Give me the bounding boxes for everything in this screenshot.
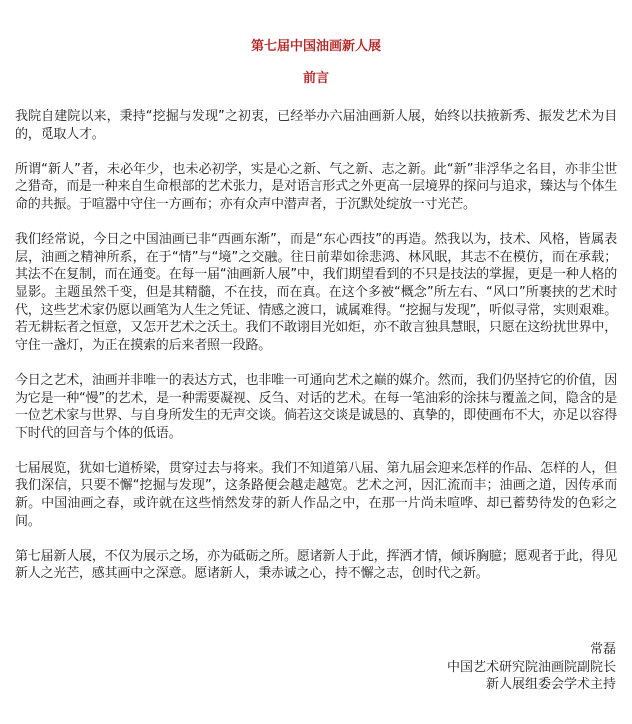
signature-position: 中国艺术研究院油画院副院长 xyxy=(446,659,616,675)
signature-role: 新人展组委会学术主持 xyxy=(485,677,616,693)
paragraph-2: 所谓“新人”者，未必年少，也未必初学，实是心之新、气之新、志之新。此“新”非浮华之名目，亦非尘世之猎奇，而是一种来自生命根部的艺术张力，是对语言形式之外更高一层境界的探问与追求，臻达与个体生命的共振。于喧嚣中守住一方画布；亦有众声中潜声者，于沉默处绽放一寸光芒。 xyxy=(15,161,617,212)
paragraph-3: 我们经常说，今日之中国油画已非“西画东渐”，而是“东心西技”的再造。然我以为，技术、风格，皆属表层，油画之精神所系，在于“情”与“境”之交融。往日前辈如徐悲鸿、林风眠，其志不在模仿，而在承载；其法不在复制，而在通变。在每一届“油画新人展”中，我们期望看到的不只是技法的掌握，更是一种人格的显影。主题虽然千变，但是其精髓，不在技，而在真。在这个多被“概念”所左右、“风口”所裹挟的艺术时代，这些艺术家仍愿以画笔为人生之凭证、情感之渡口，诚属难得。“挖掘与发现”，听似寻常，实则艰难。若无耕耘者之恒意，又怎开艺术之沃土。我们不敢诩目光如炬，亦不敢言独具慧眼，只愿在这纷扰世界中，守住一盏灯，为正在摸索的后来者照一段路。 xyxy=(15,232,617,353)
paragraph-5: 七届展览，犹如七道桥梁，贯穿过去与将来。我们不知道第八届、第九届会迎来怎样的作品、怎样的人，但我们深信，只要不懈“挖掘与发现”，这条路便会越走越宽。艺术之河，因汇流而丰；油画之道，因传承而新。中国油画之春，或许就在这些悄然发芽的新人作品之中，在那一片尚未喧哗、却已蓄势待发的色彩之间。 xyxy=(15,460,617,529)
document-title: 第七届中国油画新人展 xyxy=(250,39,381,54)
paragraph-4: 今日之艺术，油画并非唯一的表达方式，也非唯一可通向艺术之巅的媒介。然而，我们仍坚持它的价值，因为它是一种“慢”的艺术，是一种需要凝视、反刍、对话的艺术。在每一笔油彩的涂抹与覆盖之间，隐含的是一位艺术家与世界、与自身所发生的无声交谈。倘若这交谈是诚恳的、真挚的，即使画布不大，亦足以容得下时代的回音与个体的低语。 xyxy=(15,372,617,441)
paragraph-1: 我院自建院以来，秉持“挖掘与发现”之初衷，已经举办六届油画新人展，始终以扶掖新秀、振发艺术为目的，觅取人才。 xyxy=(15,109,617,142)
document-subtitle: 前言 xyxy=(302,71,329,86)
paragraph-6: 第七届新人展，不仅为展示之场，亦为砥砺之所。愿诸新人于此，挥洒才情，倾诉胸臆；愿观者于此，得见新人之光芒，感其画中之深意。愿诸新人，秉赤诚之心，持不懈之志，创时代之新。 xyxy=(15,548,617,582)
signature-name: 常磊 xyxy=(589,642,616,657)
signature-block xyxy=(447,641,616,694)
document-body xyxy=(15,108,617,583)
